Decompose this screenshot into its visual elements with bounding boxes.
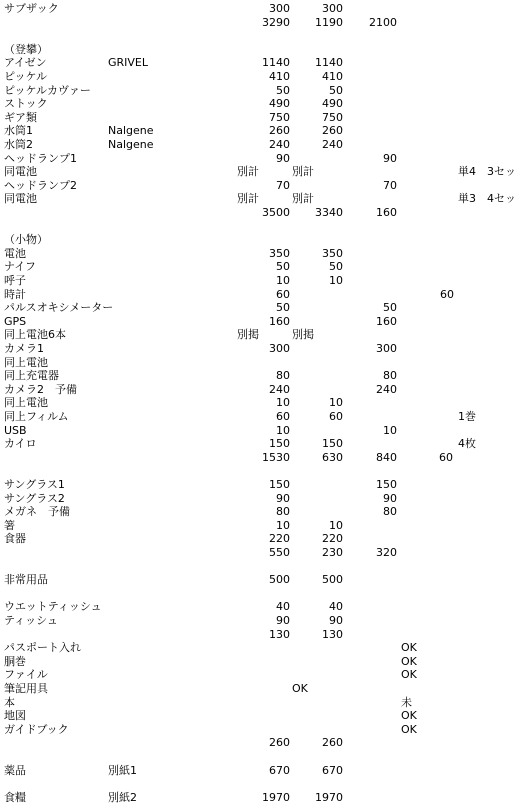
weight-a: 80 [276, 369, 290, 383]
weight-b: 10 [329, 396, 343, 410]
list-row [0, 464, 516, 478]
item-name: ナイフ [4, 260, 36, 274]
remark-a: 別計 [237, 165, 259, 179]
weight-a: 50 [276, 260, 290, 274]
weight-a: 670 [269, 763, 290, 777]
list-row [0, 56, 516, 70]
weight-b: 90 [329, 614, 343, 627]
item-name: 同上電池 [4, 396, 48, 410]
list-row [0, 179, 516, 193]
weight-d: 60 [439, 450, 453, 464]
weight-a: 60 [276, 287, 290, 301]
weight-a: 50 [276, 301, 290, 315]
item-name: パルスオキシメーター [4, 301, 114, 315]
weight-b: 260 [322, 736, 343, 750]
status-check: OK [401, 668, 417, 682]
item-name: 同上電池 [4, 355, 48, 369]
weight-a: 160 [269, 314, 290, 328]
weight-c: 160 [376, 314, 397, 328]
list-row [0, 723, 516, 737]
list-row [0, 396, 516, 410]
item-name: USB [4, 423, 27, 437]
check-mark-a: OK [292, 682, 308, 695]
extra-value: 60 [440, 287, 454, 301]
item-name: 電池 [4, 246, 26, 260]
status-check: OK [401, 654, 417, 668]
weight-b: 130 [322, 627, 343, 641]
weight-a: 500 [269, 573, 290, 587]
weight-a: 130 [269, 627, 290, 641]
weight-b: 350 [322, 246, 343, 260]
list-row [0, 519, 516, 533]
item-name: 食器 [4, 532, 26, 546]
item-name: 非常用品 [4, 573, 48, 587]
weight-b: 240 [322, 138, 343, 151]
weight-a: 490 [269, 97, 290, 111]
list-row [0, 124, 516, 138]
item-name: 同電池 [4, 165, 37, 179]
item-name: ティッシュ [4, 614, 58, 627]
list-row [0, 424, 516, 438]
list-row [0, 437, 516, 451]
item-name: サブザック [4, 2, 59, 15]
item-name: メガネ 予備 [4, 505, 70, 519]
weight-b: 260 [322, 124, 343, 138]
item-name: ガイドブック [4, 722, 69, 736]
weight-c: 240 [376, 382, 397, 396]
item-name: サングラス1 [4, 478, 65, 491]
list-row [0, 247, 516, 261]
remark-a: 別計 [237, 192, 259, 206]
weight-b: 750 [322, 110, 343, 124]
list-row [0, 505, 516, 519]
list-row [0, 274, 516, 288]
cell: 単3 4セッ [458, 192, 516, 206]
weight-a: 150 [269, 437, 290, 451]
item-name: 食糧 [4, 790, 26, 804]
list-row [0, 709, 516, 723]
weight-b: 300 [322, 2, 343, 15]
quantity-note: 4枚 [458, 437, 476, 451]
list-row [0, 2, 516, 16]
item-name: 本 [4, 695, 15, 709]
item-name: 箸 [4, 518, 15, 532]
list-row [0, 356, 516, 370]
weight-c: 320 [376, 546, 397, 559]
item-note: 別紙1 [108, 763, 137, 777]
weight-a: 70 [276, 178, 290, 192]
weight-c: 50 [383, 301, 397, 315]
item-name: 胴巻 [4, 654, 26, 668]
cell: 単4 3セッ [458, 165, 516, 179]
weight-a: 3290 [262, 15, 290, 29]
remark-a: 別掲 [237, 328, 259, 342]
item-name: （小物） [4, 233, 48, 247]
list-row [0, 383, 516, 397]
weight-c: 2100 [369, 15, 397, 29]
list-row [0, 152, 516, 166]
list-row [0, 532, 516, 546]
weight-b: 1140 [315, 56, 343, 70]
list-row [0, 478, 516, 492]
weight-a: 1140 [262, 56, 290, 70]
list-row [0, 16, 516, 30]
status-check: 未 [401, 695, 412, 709]
weight-b: 10 [329, 518, 343, 532]
list-row [0, 43, 516, 57]
item-name: 薬品 [4, 763, 26, 777]
item-name: 筆記用具 [4, 682, 48, 695]
weight-b: 60 [329, 410, 343, 423]
weight-c: 150 [376, 478, 397, 491]
weight-a: 90 [276, 151, 290, 165]
item-name: ウエットティッシュ [4, 600, 102, 614]
list-row [0, 655, 516, 669]
item-name: 時計 [4, 287, 26, 301]
remark-b: 別掲 [292, 328, 314, 342]
list-row [0, 614, 516, 628]
item-name: 同上フィルム [4, 410, 69, 423]
weight-b: 630 [322, 450, 343, 464]
weight-a: 260 [269, 736, 290, 750]
weight-a: 750 [269, 110, 290, 124]
list-row [0, 750, 516, 764]
weight-a: 3500 [262, 206, 290, 219]
item-name: 同上電池6本 [4, 328, 66, 342]
weight-b: 1190 [315, 15, 343, 29]
item-name: GPS [4, 314, 27, 328]
list-row [0, 682, 516, 696]
list-row [0, 369, 516, 383]
weight-a: 1970 [262, 790, 290, 804]
weight-a: 300 [269, 2, 290, 15]
list-row [0, 29, 516, 43]
item-note: Nalgene [108, 124, 154, 138]
remark-b: 別計 [292, 165, 314, 179]
item-name: 水筒1 [4, 124, 33, 138]
status-check: OK [401, 722, 417, 736]
list-row [0, 587, 516, 601]
weight-c: 160 [376, 206, 397, 219]
weight-a: 10 [276, 274, 290, 287]
item-note: 別紙2 [108, 790, 137, 804]
status-check: OK [401, 709, 417, 723]
weight-b: 40 [329, 600, 343, 614]
weight-b: 410 [322, 70, 343, 83]
weight-c: 80 [383, 505, 397, 519]
list-row [0, 764, 516, 778]
weight-a: 90 [276, 614, 290, 627]
list-row [0, 451, 516, 465]
weight-c: 840 [376, 450, 397, 464]
item-name: （登攀） [4, 42, 48, 56]
list-row [0, 628, 516, 642]
item-name: 同電池 [4, 192, 37, 206]
item-note: GRIVEL [108, 56, 149, 70]
list-row [0, 315, 516, 329]
list-row [0, 97, 516, 111]
item-name: ピッケルカヴァー [4, 83, 91, 97]
weight-b: 50 [329, 83, 343, 97]
weight-b: 490 [322, 97, 343, 111]
weight-a: 150 [269, 478, 290, 491]
weight-a: 550 [269, 546, 290, 559]
item-name: カイロ [4, 437, 37, 451]
item-name: ピッケル [4, 70, 48, 83]
item-name: 地図 [4, 709, 26, 723]
weight-a: 260 [269, 124, 290, 138]
item-name: ヘッドランプ2 [4, 178, 77, 192]
list-row [0, 260, 516, 274]
list-row [0, 301, 516, 315]
list-row [0, 206, 516, 220]
weight-a: 300 [269, 342, 290, 355]
item-note: Nalgene [108, 138, 154, 151]
list-row [0, 220, 516, 234]
item-name: カメラ1 [4, 342, 44, 355]
list-row [0, 641, 516, 655]
weight-a: 60 [276, 410, 290, 423]
list-row [0, 192, 516, 206]
list-row [0, 70, 516, 84]
list-row [0, 328, 516, 342]
weight-a: 80 [276, 505, 290, 519]
weight-b: 10 [329, 274, 343, 287]
weight-c: 90 [383, 151, 397, 165]
weight-c: 80 [383, 369, 397, 383]
weight-c: 300 [376, 342, 397, 355]
list-row [0, 84, 516, 98]
weight-a: 240 [269, 382, 290, 396]
weight-b: 50 [329, 260, 343, 274]
item-name: ストック [4, 97, 48, 111]
weight-a: 90 [276, 491, 290, 505]
weight-b: 230 [322, 546, 343, 559]
weight-b: 670 [322, 763, 343, 777]
item-name: 同上充電器 [4, 369, 59, 383]
list-row [0, 791, 516, 805]
list-row [0, 668, 516, 682]
weight-a: 50 [276, 83, 290, 97]
list-row [0, 573, 516, 587]
weight-a: 350 [269, 246, 290, 260]
weight-a: 1530 [262, 450, 290, 464]
weight-b: 1970 [315, 790, 343, 804]
list-row [0, 410, 516, 424]
weight-c: 10 [383, 423, 397, 437]
weight-b: 220 [322, 532, 343, 546]
list-row [0, 165, 516, 179]
list-row [0, 560, 516, 574]
weight-a: 410 [269, 70, 290, 83]
list-row [0, 600, 516, 614]
list-row [0, 233, 516, 247]
weight-b: 3340 [315, 206, 343, 219]
weight-c: 70 [383, 178, 397, 192]
list-row [0, 288, 516, 302]
item-name: ヘッドランプ1 [4, 151, 77, 165]
item-name: 水筒2 [4, 138, 33, 151]
list-row [0, 546, 516, 560]
weight-a: 10 [276, 396, 290, 410]
item-name: ファイル [4, 668, 48, 682]
list-row [0, 138, 516, 152]
list-row [0, 492, 516, 506]
weight-c: 90 [383, 491, 397, 505]
weight-b: 150 [322, 437, 343, 451]
list-row [0, 736, 516, 750]
quantity-note: 1巻 [458, 410, 476, 423]
weight-a: 40 [276, 600, 290, 614]
weight-a: 10 [276, 423, 290, 437]
item-name: パスポート入れ [4, 641, 81, 655]
item-name: カメラ2 予備 [4, 382, 77, 396]
weight-a: 10 [276, 518, 290, 532]
status-check: OK [401, 641, 417, 655]
weight-b: 500 [322, 573, 343, 587]
list-row [0, 777, 516, 791]
item-name: 呼子 [4, 274, 26, 287]
item-name: ギア類 [4, 110, 37, 124]
item-name: アイゼン [4, 56, 47, 70]
item-name: サングラス2 [4, 491, 65, 505]
list-row [0, 696, 516, 710]
list-row [0, 342, 516, 356]
weight-a: 240 [269, 138, 290, 151]
list-row [0, 111, 516, 125]
remark-b: 別計 [292, 192, 314, 206]
weight-a: 220 [269, 532, 290, 546]
